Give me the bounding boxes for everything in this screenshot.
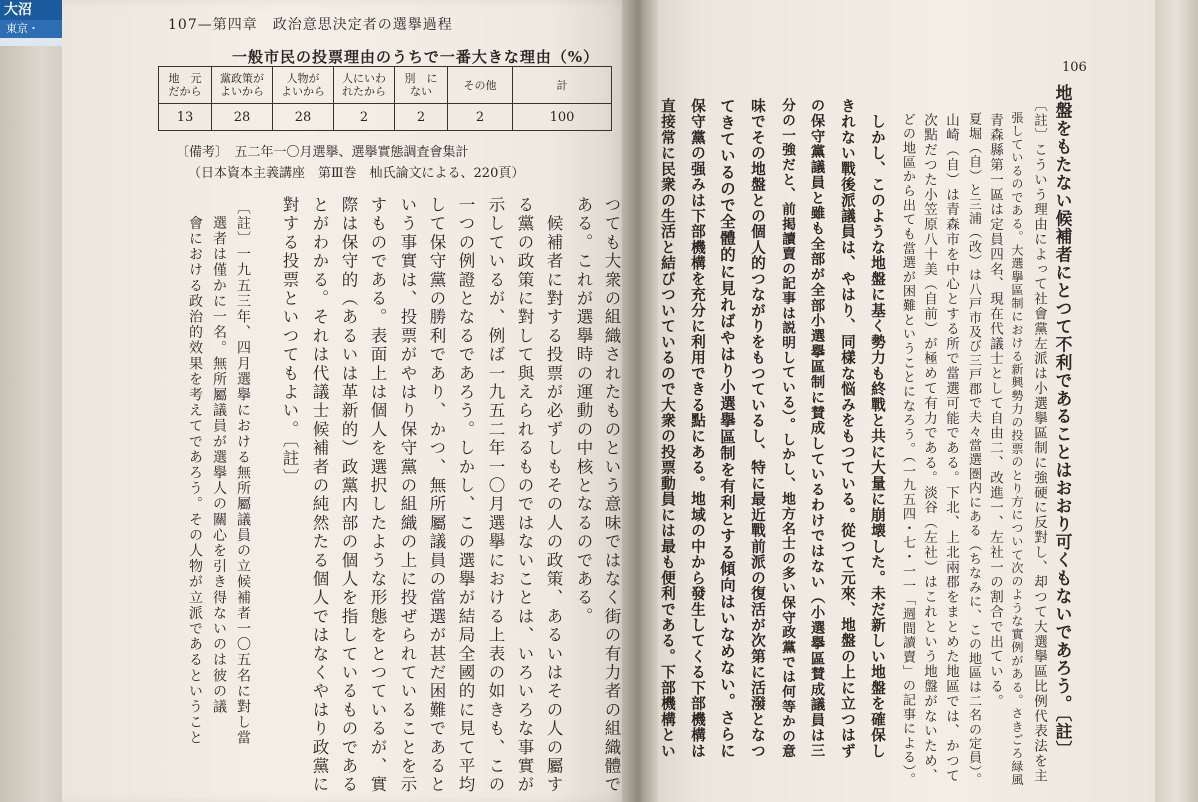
table-value-row [159,104,612,131]
right-text-column: 分の一強だと、前掲讀賣の記事は説明している）。しかし、地方名士の多い保守政黨では何等かの意 [779,98,795,759]
table-header-cell: 地 元 だから [159,67,212,104]
left-text-column: して保守黨の勝利であり、かつ、無所屬議員の當選が甚だ困難であると [427,196,446,795]
left-text-column: すものである。表面上は個人を選択したような形態をとつているが、實 [368,196,387,795]
table-source: （日本資本主義講座 第Ⅲ巻 杣氏論文による、220頁） [188,166,525,181]
right-text-column: きれない戰後派議員は、やはり、同樣な悩みをもつている。從つて元來、地盤の上に立つはず [839,98,856,759]
right-text-column: しかし、このような地盤に基く勢力も終戰と共に大量に崩壊した。未だ新しい地盤を確保し [869,98,886,759]
left-text-column: 候補者に對する投票が必ずしもその人の政策、あるいはその人の屬す [544,196,563,795]
left-text-column: る黨の政策に對して與えられるものではないことは、いろいろな事實が [515,196,534,795]
table-cell: 13 [159,104,212,131]
table-cell: 28 [273,104,334,131]
table-header-cell: その他 [448,67,513,104]
right-text-column: 直接常に民衆の生活と結びついているので大衆の投票動員には最も便利である。下部機構とい [659,98,676,759]
right-page-number: 106 [1062,60,1087,75]
right-text-column: 地盤をもたない候補者にとつて不利であることはおおり可くもないであろう。〔註〕 [1053,84,1073,759]
right-text-column: の保守黨議員と雖も全部が全部小選擧區制に賛成しているわけではない（小選擧區賛成議員は三 [809,98,825,759]
table-header-cell: 人物が よいから [273,67,334,104]
left-text-column: 示しているが、例ば一九五二年一〇月選擧における上表の如きも、この [486,196,505,795]
left-text-column: いう事實は、投票がやはり保守黨の組織の上に投ぜられていることを示 [398,196,417,795]
voting-reason-table [158,66,612,131]
right-text-column: 味でその地盤との個人的つながりをもつているし、特に最近戰前派の復活が次第に活潑となつ [749,98,766,759]
table-cell: 2 [334,104,395,131]
book-gutter [622,0,658,802]
right-footnote-column: どの地區から出ても當選が困難ということになろう。（一九五四・七・一一「週間讀賣」の記事による）。 [900,98,915,787]
table-cell: 2 [448,104,513,131]
background-sticker [0,0,62,46]
right-footnote-column: 夏堀（自）と三浦（改）は八戸市及び三戸郡で夫々當選圏内にある（ちなみに、この地區は二名の定員）。 [966,98,981,787]
table-header-cell: 計 [513,67,612,104]
right-footnote-column: 次點だつた小笠原八十美（自前）が極めて有力である。淡谷（左社）はこれという地盤がないため、 [921,98,937,784]
table-header-cell: 黨政策が よいから [212,67,273,104]
table-note: 〔備考〕 五二年一〇月選擧、選擧實態調査會集計 [176,145,469,160]
sticker-top-text: 大沼 [0,0,62,20]
table-header-cell: 別 に ない [395,67,448,104]
left-text-column: とがわかる。それは代議士候補者の純然たる個人ではなくやはり政黨に [310,196,329,795]
table-cell: 100 [513,104,612,131]
left-page-header: 107—第四章 政治意思決定者の選擧過程 [168,17,453,33]
left-text-column: つても大衆の組織されたものという意味ではなく街の有力者の組織體で [602,196,621,795]
left-text-column: 際は保守的（あるいは革新的）政黨内部の個人を指しているものである [339,196,358,795]
right-text-column: てきているので全體的に見ればやはり小選擧區制を有利とする傾向はいなめない。さらに [718,98,736,759]
left-footnote-column: 〔註〕一九五三年、四月選擧における無所屬議員の立候補者一〇五名に對し當 [235,200,251,746]
table-cell: 28 [212,104,273,131]
left-footnote-column: 選者は僅かに一名。無所屬議員が選擧人の關心を引き得ないのは彼の議 [211,200,227,715]
sticker-bottom-text: 東京・ [0,20,62,38]
book-edge-right [1155,0,1198,802]
table-title: 一般市民の投票理由のうちで一番大きな理由（%） [232,48,600,66]
book-edge-left [0,46,70,802]
right-footnote-column: 張しているのである。大選擧區制における新興勢力の投票のとり方について次のような實例がある。さきごろ緑風 [1010,98,1024,787]
left-text-column: ある。これが選擧時の運動の中核となるのである。 [574,196,593,627]
table-header-cell: 人にいわ れたから [334,67,395,104]
table-cell: 2 [395,104,448,131]
right-footnote-column: 青森縣第一區は定員四名、現在代議士として自由二、改進一、左社一の割合で出ている。 [987,98,1003,709]
left-text-column: 對する投票といつてもよい。〔註〕 [280,196,299,487]
table-header-row [159,67,612,104]
left-footnote-column: 會における政治的效果を考えてであろう。その人物が立派であるということ [187,200,203,746]
right-footnote-column: 山崎（自）は青森市を中心とする所で當選可能である。下北、上北兩郡をまとめた地區では、かつて [943,98,959,784]
right-footnote-column: 〔註〕こういう理由によって社會黨左派は小選擧區制に強硬に反對し、却つて大選擧區比例代表法を主 [1031,98,1047,784]
right-text-column: 保守黨の强みは下部機構を充分に利用できる點にある。地域の中から發生してくる下部機構は [689,98,706,759]
left-text-column: 一つの例證となるであろう。しかし、この選擧が結局全國的に見て平均 [456,196,475,795]
